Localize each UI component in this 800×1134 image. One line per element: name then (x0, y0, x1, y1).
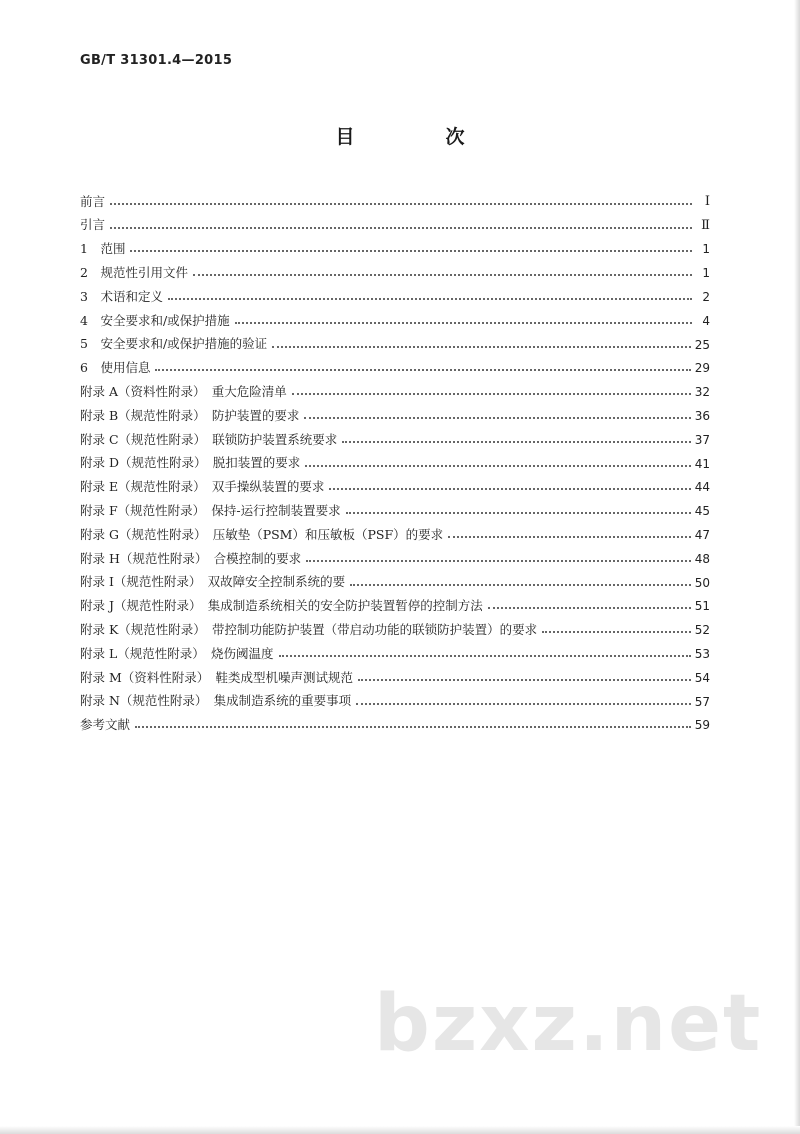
toc-entry-page: 25 (694, 337, 710, 352)
toc-dot-leader (235, 322, 692, 324)
toc-entry-label: 前言 (80, 193, 106, 209)
toc-entry-page: 44 (694, 480, 710, 495)
toc-entry-label: 附录 I（规范性附录） 双故障安全控制系统的要 (80, 574, 346, 590)
toc-entry[interactable] (80, 452, 710, 476)
toc-entry-label: 6 使用信息 (80, 360, 151, 376)
toc-dot-leader (155, 369, 690, 371)
toc-entry-page: 1 (702, 266, 710, 281)
toc-dot-leader (305, 465, 690, 467)
toc-entry-page: 59 (694, 718, 710, 733)
toc-dot-leader (329, 488, 690, 490)
toc-dot-leader (356, 703, 691, 705)
toc-dot-leader (110, 203, 692, 205)
toc-entry[interactable] (80, 333, 710, 357)
toc-entry[interactable] (80, 214, 710, 238)
toc-entry[interactable] (80, 261, 710, 285)
toc-dot-leader (168, 298, 692, 300)
toc-title: 目 次 (335, 126, 501, 148)
toc-entry-page: 2 (702, 290, 710, 305)
toc-entry[interactable] (80, 666, 710, 690)
toc-entry-page: 52 (694, 623, 710, 638)
watermark: bzxz.net (374, 979, 763, 1069)
toc-entry-label: 附录 N（规范性附录） 集成制造系统的重要事项 (80, 693, 352, 709)
toc-entry-label: 附录 A（资料性附录） 重大危险清单 (80, 384, 287, 400)
toc-entry-page: Ⅱ (701, 218, 710, 234)
toc-entry[interactable] (80, 380, 710, 404)
toc-entry[interactable] (80, 523, 710, 547)
toc-dot-leader (135, 726, 691, 728)
toc-entry-label: 1 范围 (80, 241, 126, 257)
toc-entry[interactable] (80, 499, 710, 523)
toc-entry-page: 51 (694, 599, 710, 614)
toc-entry-page: 1 (702, 242, 710, 257)
toc-dot-leader (292, 393, 691, 395)
toc-entry-label: 4 安全要求和/或保护措施 (80, 312, 230, 328)
toc-entry-label: 附录 K（规范性附录） 带控制功能防护装置（带启动功能的联锁防护装置）的要求 (80, 621, 538, 637)
toc-entry[interactable] (80, 238, 710, 262)
toc-entry-page: 41 (694, 456, 710, 471)
toc-entry-page: 32 (694, 385, 710, 400)
toc-entry-page: 29 (694, 361, 710, 376)
toc-dot-leader (358, 679, 691, 681)
toc-entry-page: 50 (694, 575, 710, 590)
toc-entry[interactable] (80, 714, 710, 738)
toc-entry-label: 5 安全要求和/或保护措施的验证 (80, 336, 268, 352)
toc-dot-leader (272, 346, 691, 348)
toc-entry-label: 附录 G（规范性附录） 压敏垫（PSM）和压敏板（PSF）的要求 (80, 526, 444, 542)
toc-dot-leader (193, 274, 692, 276)
toc-entry[interactable] (80, 690, 710, 714)
toc-dot-leader (350, 584, 691, 586)
page-edge-shadow-bottom (0, 1126, 800, 1134)
toc-entry-page: 45 (694, 504, 710, 519)
toc-entry-label: 附录 F（规范性附录） 保持-运行控制装置要求 (80, 503, 341, 518)
toc-list (80, 190, 710, 737)
toc-entry-label: 参考文献 (80, 717, 131, 733)
toc-entry-label: 附录 L（规范性附录） 烧伤阈温度 (80, 645, 274, 661)
toc-entry[interactable] (80, 476, 710, 500)
toc-entry-page: 47 (694, 528, 710, 543)
toc-entry-page: 48 (694, 551, 710, 566)
toc-entry[interactable] (80, 571, 710, 595)
toc-dot-leader (279, 655, 691, 657)
toc-entry-page: 53 (694, 647, 710, 662)
toc-dot-leader (130, 250, 692, 252)
toc-dot-leader (306, 560, 691, 562)
toc-entry-label: 附录 C（规范性附录） 联锁防护装置系统要求 (80, 431, 338, 447)
toc-entry-label: 附录 H（规范性附录） 合模控制的要求 (80, 550, 302, 566)
toc-entry[interactable] (80, 547, 710, 571)
toc-entry[interactable] (80, 190, 710, 214)
toc-entry[interactable] (80, 595, 710, 619)
toc-dot-leader (304, 417, 690, 419)
toc-dot-leader (488, 607, 691, 609)
toc-entry[interactable] (80, 428, 710, 452)
toc-entry[interactable] (80, 357, 710, 381)
toc-entry-label: 附录 E（规范性附录） 双手操纵装置的要求 (80, 479, 325, 495)
toc-entry-page: 36 (694, 409, 710, 424)
toc-dot-leader (448, 536, 691, 538)
toc-entry-page: 57 (694, 694, 710, 709)
toc-entry[interactable] (80, 285, 710, 309)
toc-entry-label: 附录 B（规范性附录） 防护装置的要求 (80, 407, 300, 423)
toc-dot-leader (342, 441, 690, 443)
toc-entry-page: 54 (694, 670, 710, 685)
toc-entry-label: 3 术语和定义 (80, 288, 163, 304)
toc-dot-leader (110, 227, 692, 229)
toc-dot-leader (542, 631, 691, 633)
toc-entry-page: 4 (702, 313, 710, 328)
toc-entry-label: 附录 D（规范性附录） 脱扣装置的要求 (80, 455, 301, 471)
toc-entry[interactable] (80, 404, 710, 428)
toc-entry[interactable] (80, 309, 710, 333)
toc-entry-page: 37 (694, 432, 710, 447)
toc-entry[interactable] (80, 642, 710, 666)
toc-dot-leader (346, 512, 691, 514)
toc-entry-label: 附录 M（资料性附录） 鞋类成型机噪声测试规范 (80, 669, 354, 685)
toc-entry-label: 引言 (80, 217, 106, 233)
standard-number: GB/T 31301.4—2015 (80, 53, 233, 68)
page-edge-shadow-right (794, 0, 800, 1134)
toc-entry-label: 2 规范性引用文件 (80, 265, 188, 281)
toc-entry-label: 附录 J（规范性附录） 集成制造系统相关的安全防护装置暂停的控制方法 (80, 598, 483, 614)
toc-entry-page: Ⅰ (704, 194, 710, 210)
toc-entry[interactable] (80, 618, 710, 642)
